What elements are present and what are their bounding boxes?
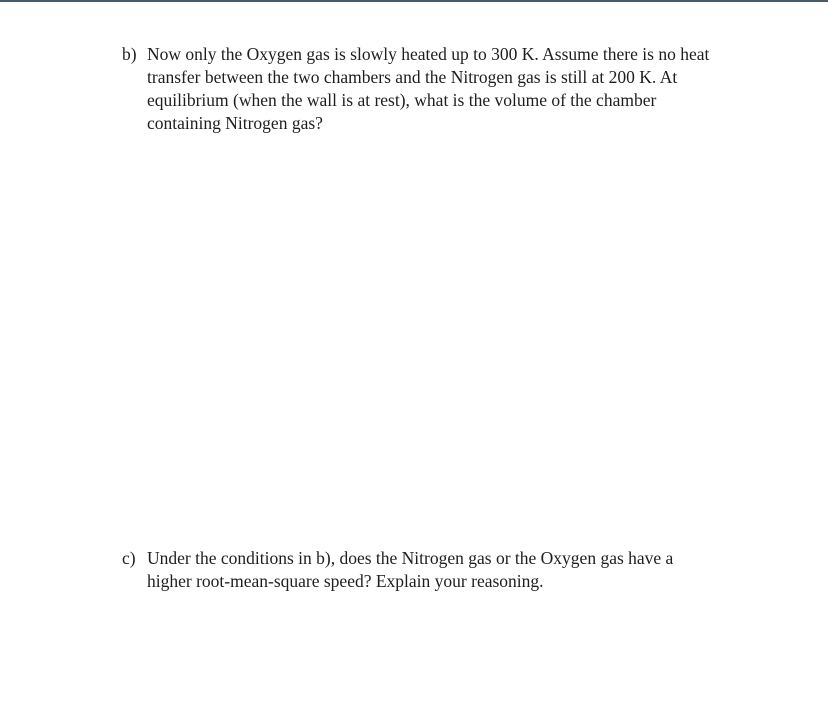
question-line: transfer between the two chambers and the Nitrogen gas is still at 200 K. At xyxy=(147,67,678,87)
question-marker: c) xyxy=(122,548,136,568)
question-line: Now only the Oxygen gas is slowly heated up to 300 K. Assume there is no heat xyxy=(147,44,710,64)
question-text xyxy=(147,547,712,593)
top-border-rule xyxy=(0,0,828,2)
question-text xyxy=(147,43,712,135)
question-marker: b) xyxy=(122,44,137,64)
question-c xyxy=(122,547,712,593)
question-line: equilibrium (when the wall is at rest), what is the volume of the chamber xyxy=(147,90,657,110)
question-line: higher root-mean-square speed? Explain your reasoning. xyxy=(147,571,544,591)
question-b xyxy=(122,43,712,135)
question-line: containing Nitrogen gas? xyxy=(147,113,323,133)
question-line: Under the conditions in b), does the Nitrogen gas or the Oxygen gas have a xyxy=(147,548,674,568)
